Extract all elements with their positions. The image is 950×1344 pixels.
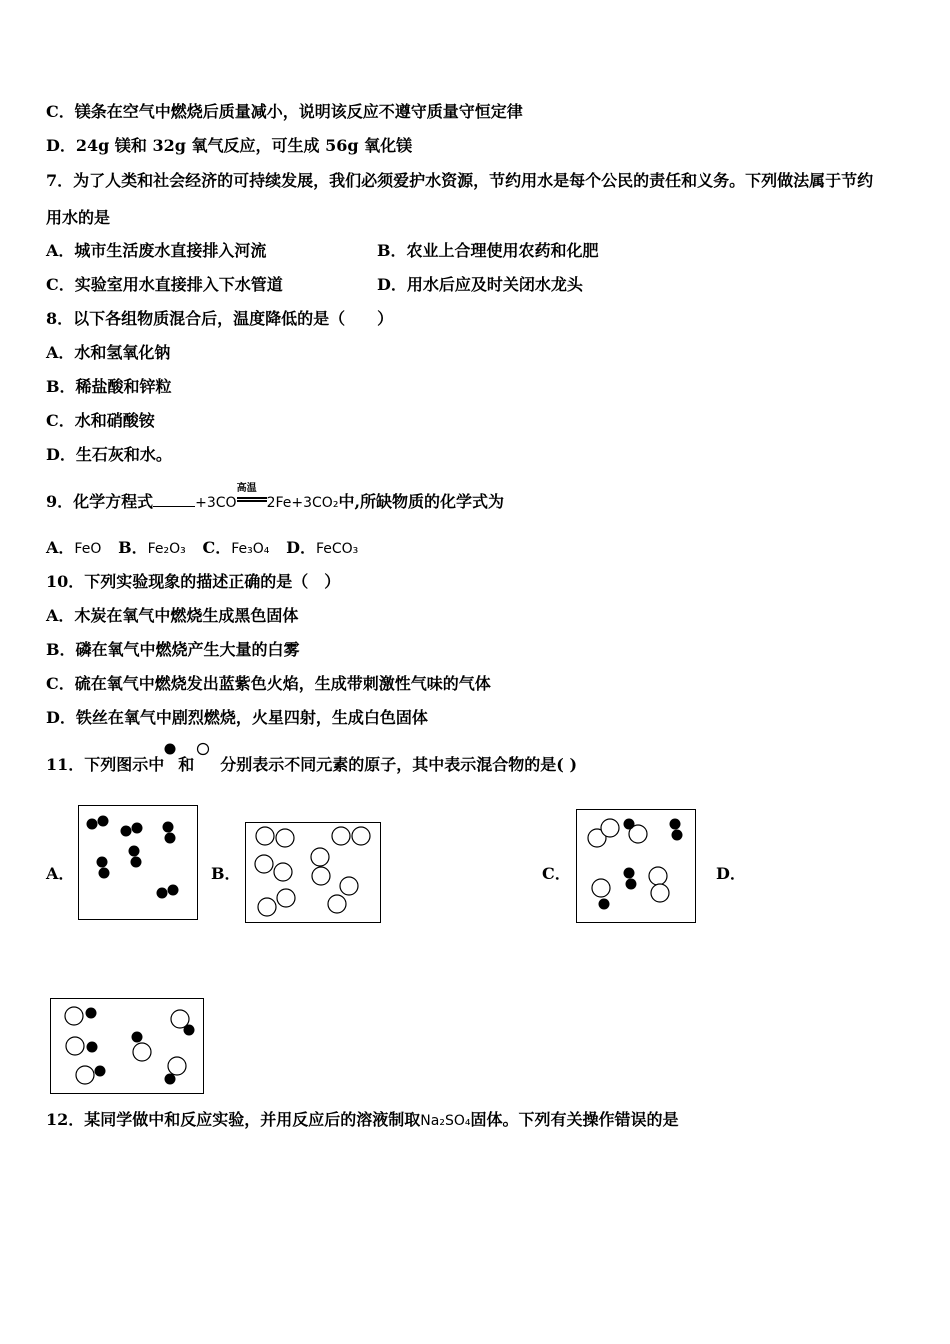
q7-stem-line1: 7．为了人类和社会经济的可持续发展，我们必须爱护水资源，节约用水是每个公民的责任和义务。下列做法属于节约 — [46, 171, 874, 190]
q10-option-b: B．磷在氧气中燃烧产生大量的白雾 — [46, 640, 300, 659]
molecule-atom — [133, 1043, 151, 1061]
q12-stem — [46, 1110, 678, 1131]
q8-option-a: A．水和氢氧化钠 — [46, 343, 171, 362]
molecule-atom — [168, 1057, 186, 1075]
q7-stem-line2: 用水的是 — [46, 208, 111, 227]
q11-stem-prefix: 11．下列图示中 — [46, 755, 165, 774]
q7-option-b: B．农业上合理使用农药和化肥 — [377, 241, 599, 260]
molecule-atom — [66, 1037, 84, 1055]
q10-stem: 10．下列实验现象的描述正确的是（ ） — [46, 572, 341, 591]
q11-label-a: A． — [46, 864, 75, 883]
q9-condition: 高温 — [236, 483, 257, 494]
q12-stem-prefix: 12．某同学做中和反应实验，并用反应后的溶液制取 — [46, 1110, 421, 1129]
q10-option-d: D．铁丝在氧气中剧烈燃烧，火星四射，生成白色固体 — [46, 708, 428, 727]
q10-option-a: A．木炭在氧气中燃烧生成黑色固体 — [46, 606, 299, 625]
q10-option-c: C．硫在氧气中燃烧发出蓝紫色火焰，生成带刺激性气味的气体 — [46, 674, 491, 693]
q9-option-a-label: A． — [46, 538, 75, 557]
q8-option-b: B．稀盐酸和锌粒 — [46, 377, 172, 396]
q11-label-c: C． — [542, 864, 571, 883]
molecule-atom — [76, 1066, 94, 1084]
molecule-atom — [184, 1025, 195, 1036]
q9-option-d: FeCO₃ — [315, 541, 359, 557]
q11-stem-suffix: 分别表示不同元素的原子，其中表示混合物的是( ) — [220, 755, 578, 774]
molecule-atom — [132, 1032, 143, 1043]
molecule-atom — [165, 1074, 176, 1085]
q11-stem-and: 和 — [178, 755, 195, 774]
q11-label-b: B． — [211, 864, 241, 883]
q9-option-a: FeO — [74, 541, 102, 557]
molecule-atom — [87, 1042, 98, 1053]
q9-stem-suffix: 中,所缺物质的化学式为 — [338, 492, 505, 511]
q7-option-c: C．实验室用水直接排入下水管道 — [46, 275, 283, 294]
q9-option-b-label: B． — [118, 538, 148, 557]
q6-option-d: D．24g 镁和 32g 氧气反应，可生成 56g 氧化镁 — [46, 136, 413, 155]
molecule-atom — [65, 1007, 83, 1025]
q8-option-d: D．生石灰和水。 — [46, 445, 172, 464]
q8-stem: 8．以下各组物质混合后，温度降低的是（ ） — [46, 309, 394, 328]
q11-label-d: D． — [716, 864, 746, 883]
molecule-atom — [95, 1066, 106, 1077]
q12-stem-suffix: 固体。下列有关操作错误的是 — [470, 1110, 679, 1129]
q9-stem-prefix: 9．化学方程式 — [46, 492, 154, 511]
q7-option-a: A．城市生活废水直接排入河流 — [46, 241, 267, 260]
q9-option-b: Fe₂O₃ — [147, 541, 186, 557]
q6-option-c: C．镁条在空气中燃烧后质量减小，说明该反应不遵守质量守恒定律 — [46, 102, 523, 121]
q9-reactant: +3CO — [195, 495, 237, 511]
molecule-atom — [86, 1008, 97, 1019]
q9-option-c: Fe₃O₄ — [231, 541, 270, 557]
q9-product: 2Fe+3CO₂ — [266, 495, 339, 511]
q7-option-d: D．用水后应及时关闭水龙头 — [377, 275, 583, 294]
q8-option-c: C．水和硝酸铵 — [46, 411, 155, 430]
q12-formula: Na₂SO₄ — [420, 1113, 471, 1129]
q9-option-c-label: C． — [202, 538, 232, 557]
q9-option-d-label: D． — [286, 538, 316, 557]
